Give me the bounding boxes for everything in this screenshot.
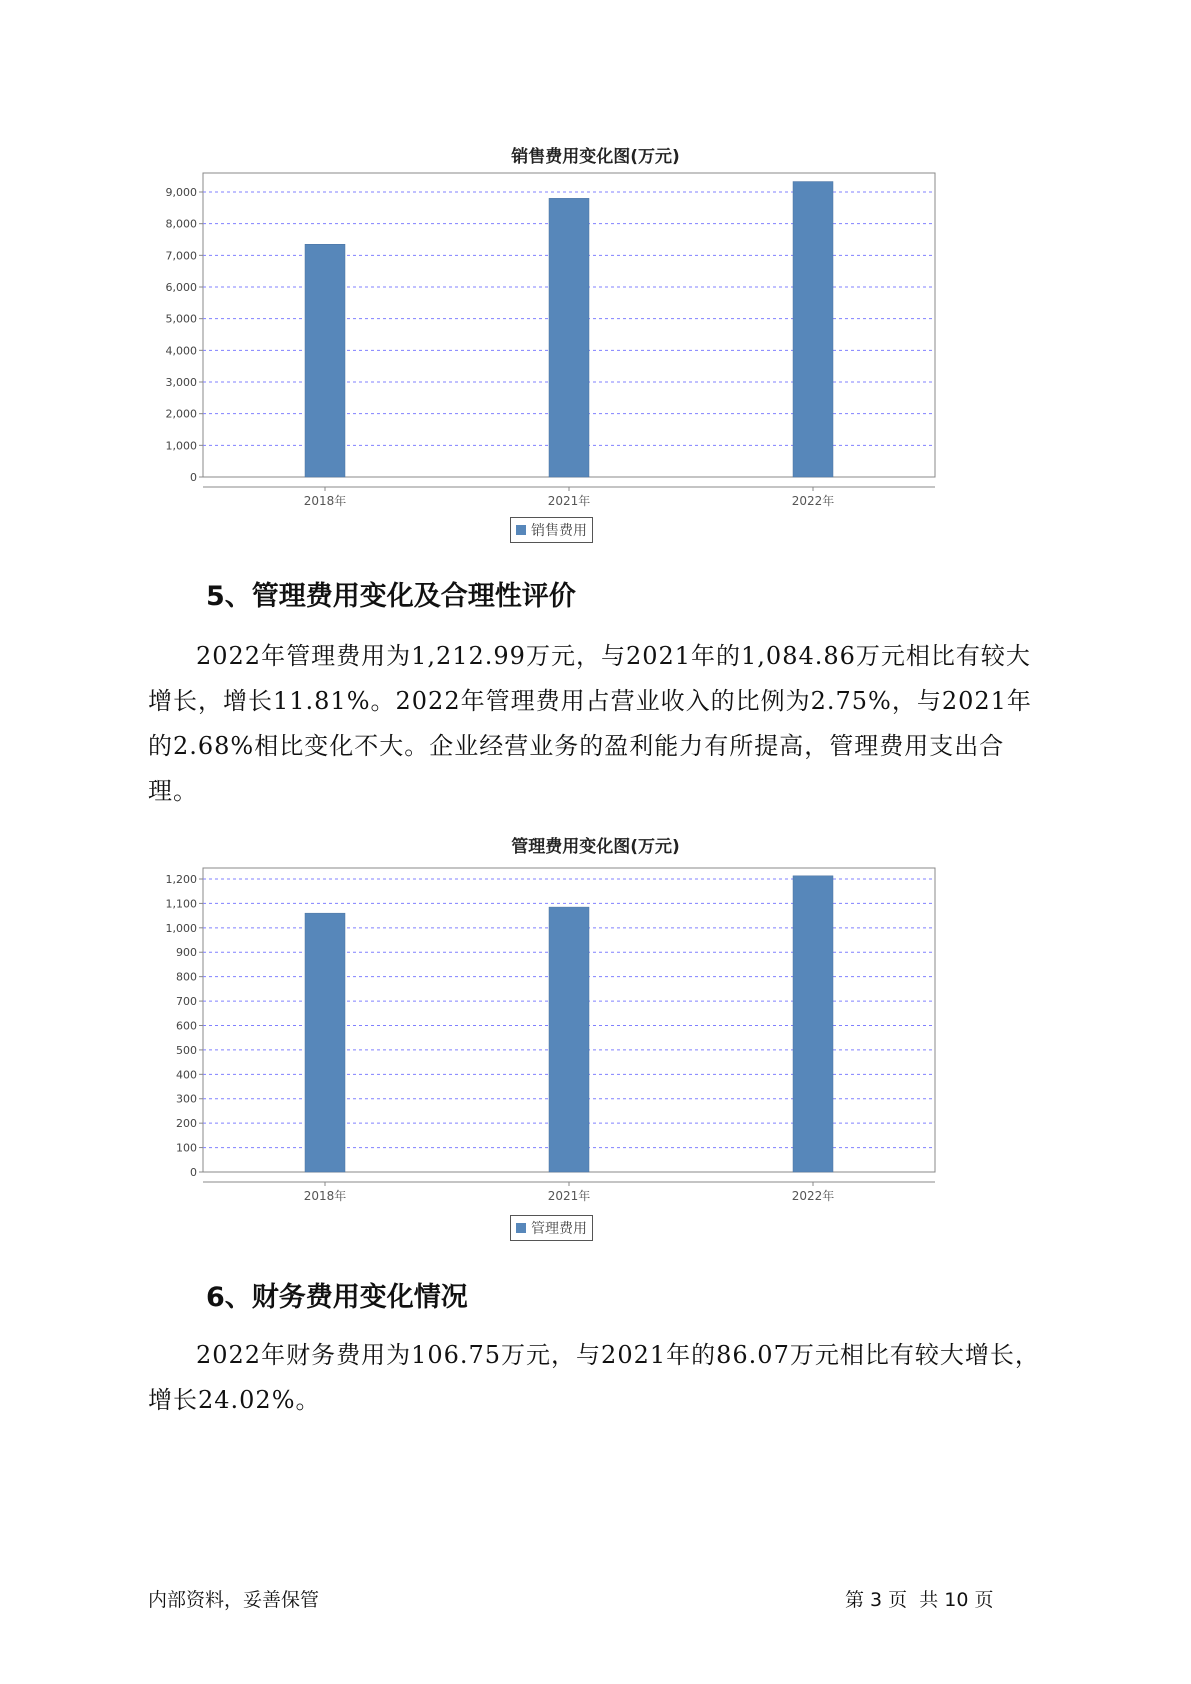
y-tick-label: 0 — [190, 471, 197, 484]
legend-swatch — [516, 525, 526, 535]
x-tick-label: 2022年 — [791, 1189, 835, 1203]
x-tick-label: 2021年 — [547, 1189, 591, 1203]
y-tick-label: 100 — [176, 1141, 197, 1155]
x-tick-label: 2021年 — [547, 494, 591, 508]
legend-label: 销售费用 — [531, 523, 587, 539]
y-tick-label: 1,200 — [165, 872, 197, 886]
chart-title: 管理费用变化图(万元) — [511, 837, 680, 857]
y-tick-label: 9,000 — [165, 186, 197, 199]
section-heading: 6、财务费用变化情况 — [206, 1282, 468, 1313]
bar — [793, 182, 833, 477]
y-tick-label: 1,100 — [165, 897, 197, 911]
y-tick-label: 4,000 — [165, 344, 197, 358]
y-tick-label: 7,000 — [165, 249, 197, 263]
y-tick-label: 500 — [176, 1043, 197, 1057]
y-tick-label: 8,000 — [165, 217, 197, 231]
y-tick-label: 1,000 — [165, 921, 197, 935]
legend-swatch — [516, 1223, 526, 1233]
section-heading: 5、管理费用变化及合理性评价 — [206, 581, 576, 612]
x-tick-label: 2022年 — [791, 494, 835, 508]
chart-title: 销售费用变化图(万元) — [511, 147, 680, 167]
section-paragraph: 2022年管理费用为1,212.99万元，与2021年的1,084.86万元相比有较大增长，增长11.81%。2022年管理费用占营业收入的比例为2.75%，与2021年的2.68%相比变化不大。企业经营业务的盈利能力有所提高，管理费用支出合理。 — [148, 642, 1032, 805]
x-tick-label: 2018年 — [303, 1189, 347, 1203]
admin-expense-chart — [150, 860, 1030, 1210]
y-tick-label: 400 — [176, 1068, 197, 1082]
y-tick-label: 800 — [176, 970, 197, 984]
sales-expense-chart — [150, 165, 1030, 515]
chart-legend — [510, 1215, 593, 1241]
bar — [549, 198, 589, 477]
y-tick-label: 3,000 — [165, 376, 197, 389]
y-tick-label: 200 — [176, 1117, 197, 1131]
footer-confidential-note: 内部资料，妥善保管 — [148, 1589, 320, 1611]
bar — [305, 913, 345, 1172]
y-tick-label: 6,000 — [165, 281, 197, 294]
x-tick-label: 2018年 — [303, 494, 347, 508]
y-tick-label: 5,000 — [165, 312, 197, 326]
y-tick-label: 2,000 — [165, 407, 197, 421]
bar — [305, 244, 345, 477]
y-tick-label: 900 — [176, 946, 197, 960]
y-tick-label: 1,000 — [165, 439, 197, 453]
y-tick-label: 0 — [190, 1166, 197, 1179]
chart-legend — [510, 517, 593, 543]
section-paragraph: 2022年财务费用为106.75万元，与2021年的86.07万元相比有较大增长，增长24.02%。 — [148, 1341, 1040, 1414]
legend-label: 管理费用 — [531, 1221, 587, 1237]
y-tick-label: 600 — [176, 1019, 197, 1033]
y-tick-label: 700 — [176, 995, 197, 1009]
footer-page-number: 第 3 页 共 10 页 — [845, 1589, 994, 1611]
bar — [793, 876, 833, 1172]
bar — [549, 907, 589, 1172]
y-tick-label: 300 — [176, 1092, 197, 1106]
